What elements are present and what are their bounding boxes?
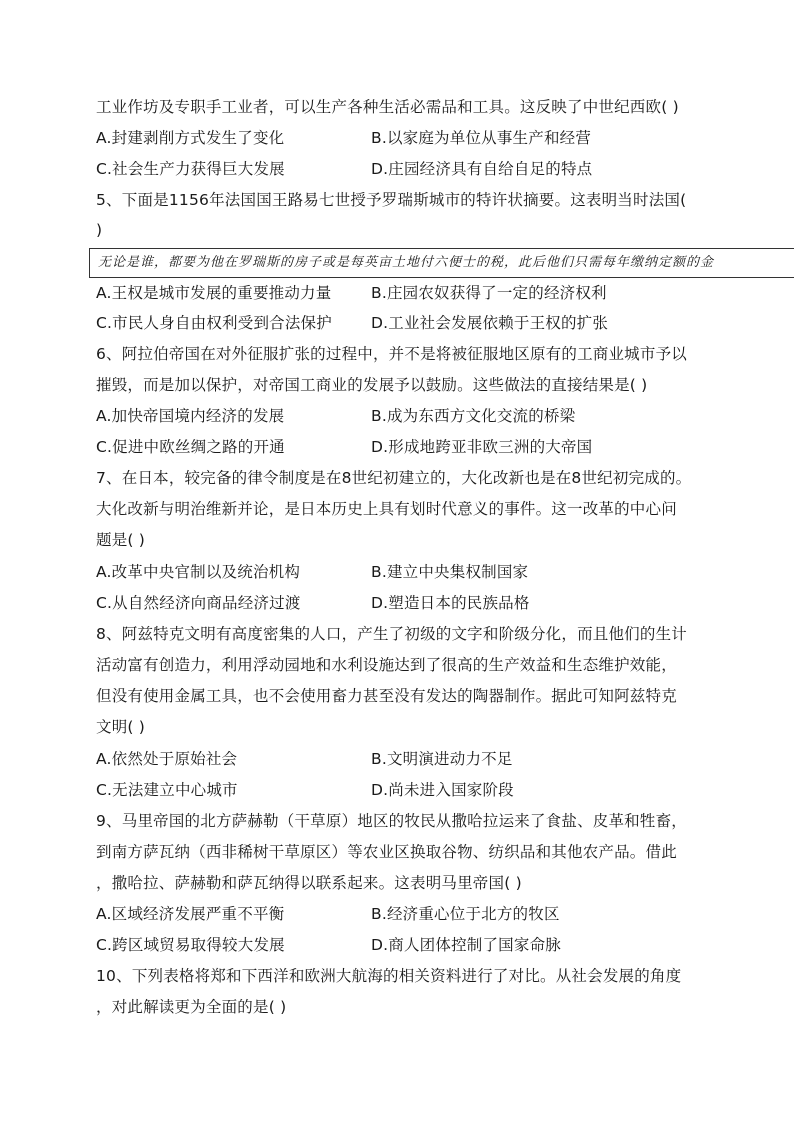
question-4-option-c: C.社会生产力获得巨大发展	[96, 160, 285, 178]
question-7-option-a: A.改革中央官制以及统治机构	[96, 563, 301, 581]
question-4-option-d: D.庄园经济具有自给自足的特点	[371, 160, 593, 178]
question-5-source-box	[89, 248, 794, 278]
question-8-stem-line-3: 但没有使用金属工具，也不会使用畜力甚至没有发达的陶器制作。据此可知阿兹特克	[96, 687, 677, 705]
question-5-option-b: B.庄园农奴获得了一定的经济权利	[371, 284, 607, 302]
question-5-source-text: 无论是谁，都要为他在罗瑞斯的房子或是每英亩土地付六便士的税，此后他们只需每年缴纳定额的金	[98, 255, 715, 270]
question-5-stem-line-1: 5、下面是1156年法国国王路易七世授予罗瑞斯城市的特许状摘要。这表明当时法国(	[96, 191, 687, 209]
question-9-stem-line-2: 到南方萨瓦纳（西非稀树干草原区）等农业区换取谷物、纺织品和其他农产品。借此	[96, 843, 677, 861]
question-8-option-c: C.无法建立中心城市	[96, 781, 238, 799]
question-9-option-c: C.跨区域贸易取得较大发展	[96, 936, 285, 954]
question-7-option-b: B.建立中央集权制国家	[371, 563, 529, 581]
question-6-stem-line-2: 摧毁，而是加以保护，对帝国工商业的发展予以鼓励。这些做法的直接结果是( )	[96, 376, 648, 394]
question-8-option-d: D.尚未进入国家阶段	[371, 781, 514, 799]
question-7-stem-line-3: 题是( )	[96, 531, 146, 549]
question-7-stem-line-2: 大化改新与明治维新并论，是日本历史上具有划时代意义的事件。这一改革的中心问	[96, 500, 677, 518]
question-7-stem-line-1: 7、在日本，较完备的律令制度是在8世纪初建立的，大化改新也是在8世纪初完成的。	[96, 469, 692, 487]
question-10-stem-line-2: ，对此解读更为全面的是( )	[96, 998, 287, 1016]
question-5-option-a: A.王权是城市发展的重要推动力量	[96, 284, 332, 302]
question-9-option-b: B.经济重心位于北方的牧区	[371, 905, 560, 923]
question-5-option-c: C.市民人身自由权利受到合法保护	[96, 314, 332, 332]
question-6-option-c: C.促进中欧丝绸之路的开通	[96, 438, 285, 456]
question-4-stem-tail: 工业作坊及专职手工业者，可以生产各种生活必需品和工具。这反映了中世纪西欧( )	[96, 98, 679, 116]
question-8-stem-line-1: 8、阿兹特克文明有高度密集的人口，产生了初级的文字和阶级分化，而且他们的生计	[96, 625, 687, 643]
question-10-stem-line-1: 10、下列表格将郑和下西洋和欧洲大航海的相关资料进行了对比。从社会发展的角度	[96, 967, 682, 985]
question-6-option-a: A.加快帝国境内经济的发展	[96, 407, 285, 425]
question-9-option-d: D.商人团体控制了国家命脉	[371, 936, 561, 954]
question-4-option-a: A.封建剥削方式发生了变化	[96, 129, 285, 147]
question-4-option-b: B.以家庭为单位从事生产和经营	[371, 129, 592, 147]
question-8-option-a: A.依然处于原始社会	[96, 750, 238, 768]
question-9-stem-line-1: 9、马里帝国的北方萨赫勒（干草原）地区的牧民从撒哈拉运来了食盐、皮革和牲畜，	[96, 812, 687, 830]
question-8-option-b: B.文明演进动力不足	[371, 750, 513, 768]
question-8-stem-line-2: 活动富有创造力，利用浮动园地和水利设施达到了很高的生产效益和生态维护效能，	[96, 656, 677, 674]
question-6-option-b: B.成为东西方文化交流的桥梁	[371, 407, 576, 425]
question-5-option-d: D.工业社会发展依赖于王权的扩张	[371, 314, 609, 332]
question-6-option-d: D.形成地跨亚非欧三洲的大帝国	[371, 438, 593, 456]
question-9-stem-line-3: ，撒哈拉、萨赫勒和萨瓦纳得以联系起来。这表明马里帝国( )	[96, 874, 522, 892]
question-5-stem-line-2: )	[96, 221, 103, 239]
question-9-option-a: A.区域经济发展严重不平衡	[96, 905, 285, 923]
question-6-stem-line-1: 6、阿拉伯帝国在对外征服扩张的过程中，并不是将被征服地区原有的工商业城市予以	[96, 345, 687, 363]
question-7-option-d: D.塑造日本的民族品格	[371, 594, 530, 612]
question-7-option-c: C.从自然经济向商品经济过渡	[96, 594, 301, 612]
question-8-stem-line-4: 文明( )	[96, 718, 146, 736]
